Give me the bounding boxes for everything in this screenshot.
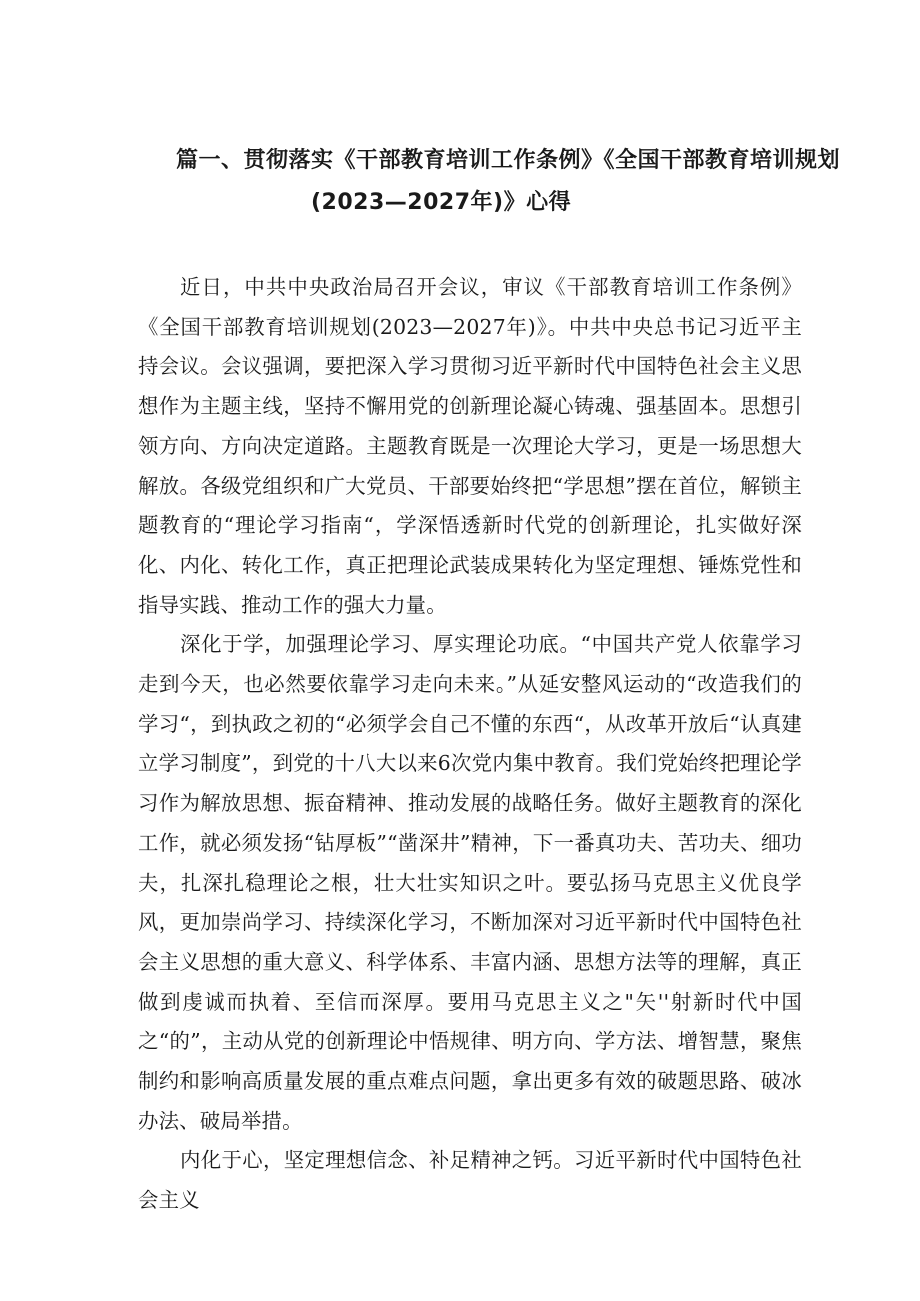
paragraph-1: 近日，中共中央政治局召开会议，审议《干部教育培训工作条例》《全国干部教育培训规划(2023—2027年)》。中共中央总书记习近平主持会议。会议强调，要把深入学习贯彻习近平新时代中国特色社会主义思想作为主题主线，坚持不懈用党的创新理论凝心铸魂、强基固本。思想引领方向、方向决定道路。主题教育既是一次理论大学习，更是一场思想大解放。各级党组织和广大党员、干部要始终把“学思想”摆在首位，解锁主题教育的“理论学习指南“，学深悟透新时代党的创新理论，扎实做好深化、内化、转化工作，真正把理论武装成果转化为坚定理想、锤炼党性和指导实践、推动工作的强大力量。: [138, 275, 802, 617]
paragraph-2: 深化于学，加强理论学习、厚实理论功底。“中国共产党人依靠学习走到今天，也必然要依靠学习走向未来。”从延安整风运动的“改造我们的学习“，到执政之初的“必须学会自己不懂的东西“，从改革开放后“认真建立学习制度”，到党的十八大以来6次党内集中教育。我们党始终把理论学习作为解放思想、振奋精神、推动发展的战略任务。做好主题教育的深化工作，就必须发扬“钻厚板”“凿深井”精神，下一番真功夫、苦功夫、细功夫，扎深扎稳理论之根，壮大壮实知识之叶。要弘扬马克思主义优良学风，更加崇尚学习、持续深化学习，不断加深对习近平新时代中国特色社会主义思想的重大意义、科学体系、丰富内涵、思想方法等的理解，真正做到虔诚而执着、至信而深厚。要用马克思主义之"矢''射新时代中国之“的”，主动从党的创新理论中悟规律、明方向、学方法、增智慧，聚焦制约和影响高质量发展的重点难点问题，拿出更多有效的破题思路、破冰办法、破局举措。: [138, 632, 802, 1133]
document-body: [138, 268, 802, 1221]
title-line-1: 篇一、贯彻落实《干部教育培训工作条例》《全国干部教育培训规划: [176, 148, 841, 173]
paragraph-3: 内化于心，坚定理想信念、补足精神之钙。习近平新时代中国特色社会主义: [138, 1148, 802, 1213]
title-line-2: (2023—2027年)》心得: [311, 190, 572, 215]
document-title: [136, 140, 841, 224]
